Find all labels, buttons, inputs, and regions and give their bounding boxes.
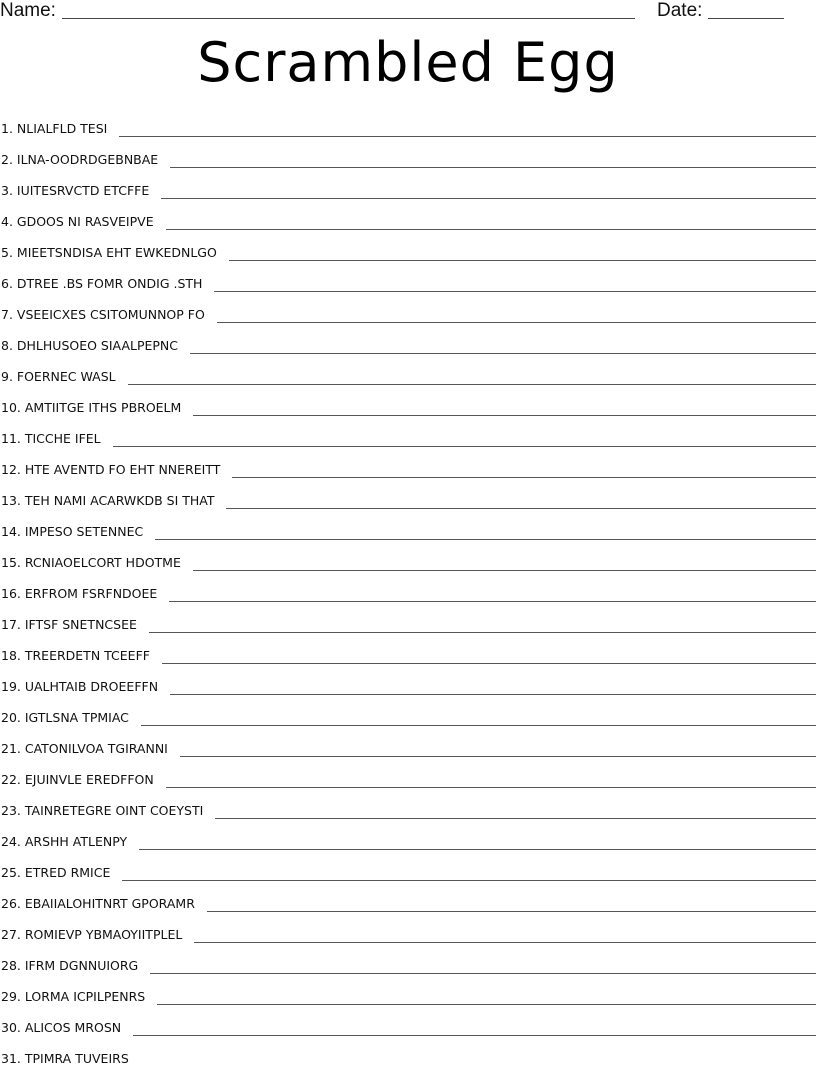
question-text (0, 524, 143, 540)
scrambled-words: TAINRETEGRE OINT COEYSTI (24, 803, 204, 818)
scrambled-words: CATONILVOA TGIRANNI (24, 741, 168, 756)
question-text (0, 1051, 129, 1067)
answer-line[interactable] (141, 724, 816, 726)
question-item (0, 636, 816, 667)
question-number: 9 . (1, 369, 17, 384)
scrambled-words: IFTSF SNETNCSEE (24, 617, 137, 632)
answer-line[interactable] (149, 631, 816, 633)
scrambled-words: IFRM DGNNUIORG (24, 958, 139, 973)
answer-line[interactable] (166, 786, 816, 788)
question-text (0, 896, 195, 912)
question-number: 6 . (1, 276, 17, 291)
scrambled-words: TREERDETN TCEEFF (24, 648, 150, 663)
question-text (0, 586, 157, 602)
answer-line[interactable] (128, 383, 816, 385)
question-item (0, 1039, 816, 1070)
question-text (0, 1020, 121, 1036)
scrambled-words: TEH NAMI ACARWKDB SI THAT (24, 493, 215, 508)
question-item (0, 605, 816, 636)
answer-line[interactable] (133, 1034, 816, 1036)
question-item (0, 481, 816, 512)
question-number: 21 . (1, 741, 25, 756)
scrambled-words: ETRED RMICE (24, 865, 111, 880)
answer-line[interactable] (170, 166, 816, 168)
question-text (0, 834, 127, 850)
question-item (0, 171, 816, 202)
question-item (0, 450, 816, 481)
question-text (0, 803, 203, 819)
scrambled-words: ALICOS MROSN (24, 1020, 122, 1035)
question-text (0, 710, 129, 726)
scrambled-words: TICCHE IFEL (24, 431, 101, 446)
scrambled-words: ERFROM FSRFNDOEE (24, 586, 158, 601)
answer-line[interactable] (194, 941, 816, 943)
scrambled-words: GDOOS NI RASVEIPVE (16, 214, 154, 229)
question-number: 28 . (1, 958, 25, 973)
question-item (0, 729, 816, 760)
question-number: 29 . (1, 989, 25, 1004)
answer-line[interactable] (139, 848, 816, 850)
question-list (0, 109, 816, 1070)
question-item (0, 140, 816, 171)
question-number: 30 . (1, 1020, 25, 1035)
question-item (0, 419, 816, 450)
question-text (0, 989, 145, 1005)
question-item (0, 295, 816, 326)
scrambled-words: IUITESRVCTD ETCFFE (16, 183, 150, 198)
question-item (0, 109, 816, 140)
question-text (0, 431, 101, 447)
question-text (0, 865, 110, 881)
answer-line[interactable] (190, 352, 816, 354)
question-number: 1 . (1, 121, 17, 136)
question-number: 17 . (1, 617, 25, 632)
date-answer-line[interactable] (708, 18, 784, 19)
answer-line[interactable] (229, 259, 816, 261)
question-number: 25 . (1, 865, 25, 880)
question-item (0, 388, 816, 419)
scrambled-words: FOERNEC WASL (16, 369, 116, 384)
question-item (0, 326, 816, 357)
question-text (0, 741, 168, 757)
question-number: 16 . (1, 586, 25, 601)
scrambled-words: VSEEICXES CSITOMUNNOP FO (16, 307, 205, 322)
answer-line[interactable] (217, 321, 816, 323)
question-text (0, 679, 158, 695)
scrambled-words: NLIALFLD TESI (16, 121, 108, 136)
scrambled-words: ILNA-OODRDGEBNBAE (16, 152, 159, 167)
question-item (0, 760, 816, 791)
question-text (0, 555, 181, 571)
question-text (0, 276, 202, 292)
scrambled-words: ARSHH ATLENPY (24, 834, 128, 849)
question-item (0, 202, 816, 233)
question-item (0, 884, 816, 915)
answer-line[interactable] (166, 228, 816, 230)
question-number: 5 . (1, 245, 17, 260)
answer-line[interactable] (161, 197, 816, 199)
question-text (0, 493, 214, 509)
answer-line[interactable] (150, 972, 816, 974)
question-text (0, 462, 220, 478)
scrambled-words: TPIMRA TUVEIRS (24, 1051, 129, 1066)
question-text (0, 927, 182, 943)
scrambled-words: MIEETSNDISA EHT EWKEDNLGO (16, 245, 217, 260)
question-number: 7 . (1, 307, 17, 322)
question-number: 19 . (1, 679, 25, 694)
scrambled-words: LORMA ICPILPENRS (24, 989, 146, 1004)
question-text (0, 183, 149, 199)
question-text (0, 338, 178, 354)
scrambled-words: EBAIIALOHITNRT GPORAMR (24, 896, 195, 911)
question-number: 23 . (1, 803, 25, 818)
question-item (0, 946, 816, 977)
scrambled-words: DHLHUSOEO SIAALPEPNC (16, 338, 179, 353)
question-number: 22 . (1, 772, 25, 787)
answer-line[interactable] (215, 817, 816, 819)
question-item (0, 357, 816, 388)
name-answer-line[interactable] (62, 18, 635, 19)
date-label: Date: (657, 0, 703, 21)
scrambled-words: IMPESO SETENNEC (24, 524, 144, 539)
header-row (0, 0, 816, 26)
scrambled-words: HTE AVENTD FO EHT NNEREITT (24, 462, 221, 477)
answer-line[interactable] (180, 755, 816, 757)
question-text (0, 648, 150, 664)
question-item (0, 543, 816, 574)
scrambled-words: ROMIEVP YBMAOYIITPLEL (24, 927, 183, 942)
question-item (0, 233, 816, 264)
answer-line[interactable] (214, 290, 816, 292)
question-text (0, 369, 116, 385)
name-label: Name: (0, 0, 56, 21)
question-number: 12 . (1, 462, 25, 477)
question-number: 26 . (1, 896, 25, 911)
answer-line[interactable] (193, 414, 816, 416)
question-number: 3 . (1, 183, 17, 198)
question-number: 4 . (1, 214, 17, 229)
answer-line[interactable] (207, 910, 816, 912)
question-text (0, 121, 107, 137)
page-title: Scrambled Egg (197, 31, 619, 94)
question-number: 27 . (1, 927, 25, 942)
question-item (0, 264, 816, 295)
question-item (0, 1008, 816, 1039)
question-number: 13 . (1, 493, 25, 508)
question-number: 2 . (1, 152, 17, 167)
question-item (0, 698, 816, 729)
answer-line[interactable] (170, 693, 816, 695)
scrambled-words: DTREE .BS FOMR ONDIG .STH (16, 276, 203, 291)
question-number: 8 . (1, 338, 17, 353)
question-item (0, 574, 816, 605)
question-number: 11 . (1, 431, 25, 446)
question-item (0, 667, 816, 698)
answer-line[interactable] (157, 1003, 816, 1005)
question-number: 18 . (1, 648, 25, 663)
answer-line[interactable] (226, 507, 816, 509)
scrambled-words: RCNIAOELCORT HDOTME (24, 555, 181, 570)
question-text (0, 772, 154, 788)
question-item (0, 791, 816, 822)
question-text (0, 214, 154, 230)
scrambled-words: EJUINVLE EREDFFON (24, 772, 154, 787)
question-text (0, 152, 158, 168)
answer-line[interactable] (162, 662, 816, 664)
scrambled-words: IGTLSNA TPMIAC (24, 710, 129, 725)
question-text (0, 400, 181, 416)
answer-line[interactable] (119, 135, 816, 137)
question-number: 15 . (1, 555, 25, 570)
question-item (0, 977, 816, 1008)
question-text (0, 617, 137, 633)
question-number: 20 . (1, 710, 25, 725)
scrambled-words: AMTIITGE ITHS PBROELM (24, 400, 182, 415)
question-item (0, 822, 816, 853)
question-item (0, 512, 816, 543)
scrambled-words: UALHTAIB DROEEFFN (24, 679, 159, 694)
question-item (0, 853, 816, 884)
answer-line[interactable] (113, 445, 816, 447)
answer-line[interactable] (155, 538, 816, 540)
question-item (0, 915, 816, 946)
question-number: 10 . (1, 400, 25, 415)
question-number: 24 . (1, 834, 25, 849)
answer-line[interactable] (232, 476, 816, 478)
answer-line[interactable] (193, 569, 816, 571)
question-text (0, 245, 217, 261)
question-text (0, 307, 205, 323)
answer-line[interactable] (169, 600, 816, 602)
question-text (0, 958, 138, 974)
question-number: 31 . (1, 1051, 25, 1066)
answer-line[interactable] (122, 879, 816, 881)
question-number: 14 . (1, 524, 25, 539)
